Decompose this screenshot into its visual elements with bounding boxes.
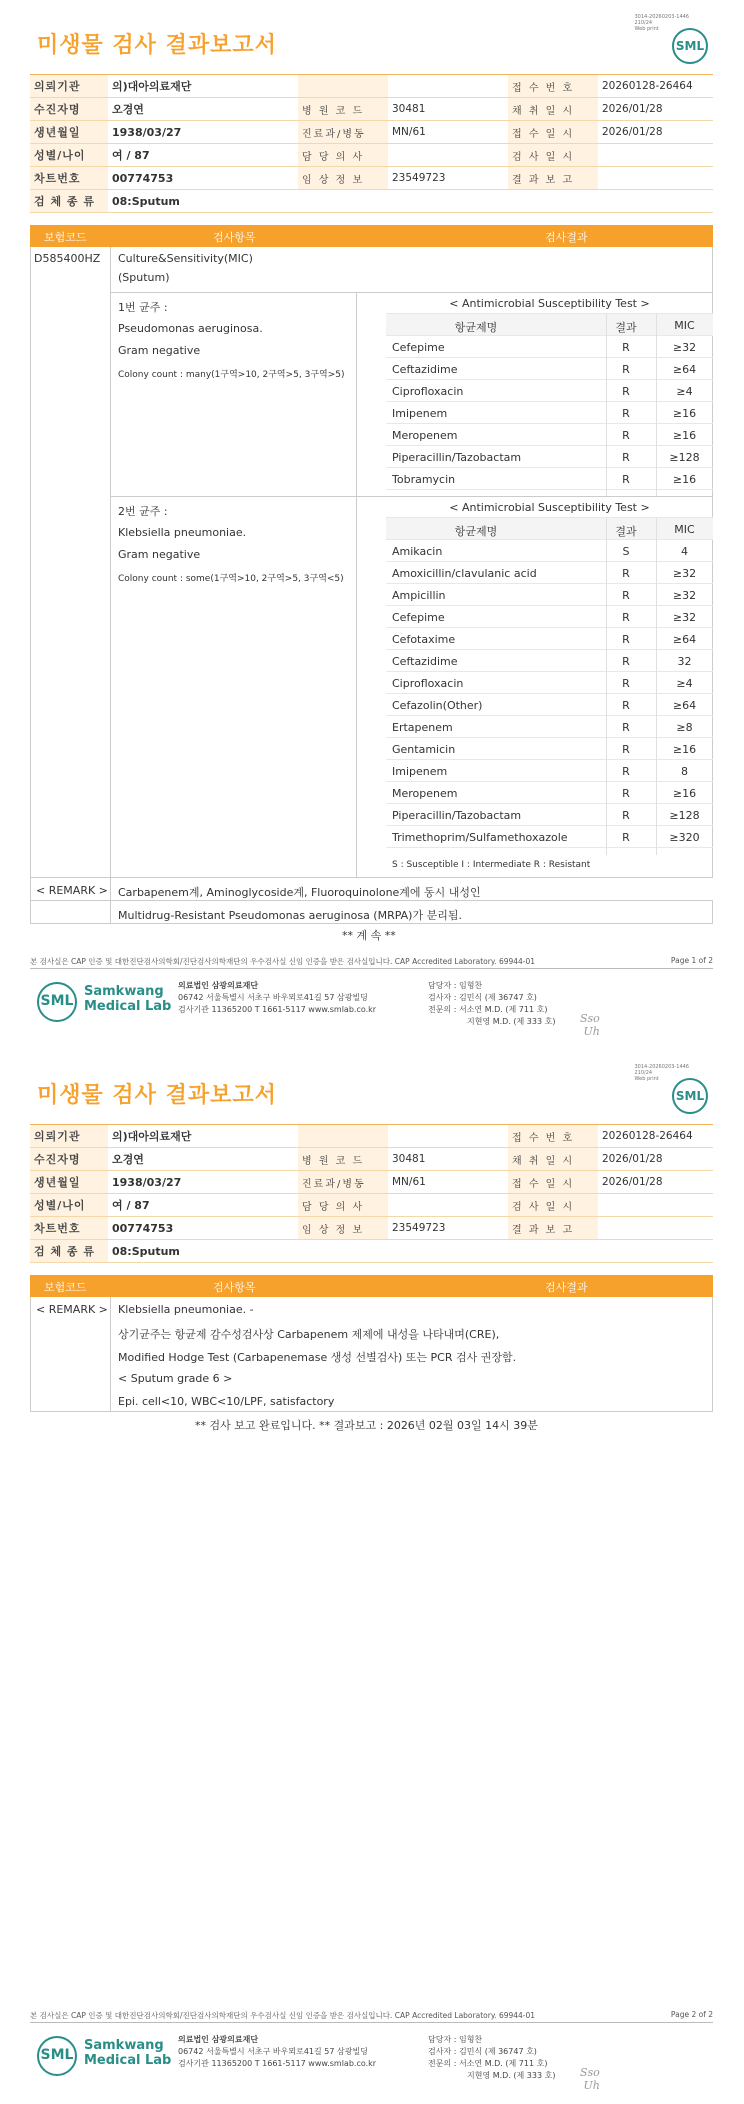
ast2-title-row: < Antimicrobial Susceptibility Test > xyxy=(386,496,713,518)
mic-value: ≥16 xyxy=(672,473,697,486)
info-label: 임 상 정 보 xyxy=(298,167,388,190)
remark-text-line: 상기균주는 항균제 감수성검사상 Carbapenem 제제에 내성을 나타내며(CRE), xyxy=(118,1328,500,1341)
remark-text-line: Klebsiella pneumoniae. - xyxy=(118,1303,254,1316)
isolate2-colony: Colony count : some(1구역>10, 2구역>5, 3구역<5) xyxy=(118,574,344,584)
drug-name: Ertapenem xyxy=(392,721,453,734)
ast-row xyxy=(386,826,713,848)
mic-value: ≥8 xyxy=(676,721,693,734)
ast-result: R xyxy=(622,787,630,800)
info-label: 채 취 일 시 xyxy=(508,98,598,121)
lab-logo: SML xyxy=(37,982,77,1022)
info-value xyxy=(598,144,713,167)
ast-result: R xyxy=(622,677,630,690)
info-label: 결 과 보 고 xyxy=(508,167,598,190)
mic-value: ≥16 xyxy=(672,407,697,420)
mic-value: ≥4 xyxy=(676,677,693,690)
ast-row xyxy=(386,584,713,606)
signature-icon: Sso Uh xyxy=(580,1012,600,1038)
ast-result: R xyxy=(622,341,630,354)
remark-text-line: Modified Hodge Test (Carbapenemase 생성 선별검사) 또는 PCR 검사 권장함. xyxy=(118,1351,517,1364)
drug-name: Ampicillin xyxy=(392,589,446,602)
info-value xyxy=(388,75,508,98)
cert-note-2: 본 검사실은 CAP 인증 및 대한진단검사의학회/진단검사의학재단의 우수검사실 신임 인증을 받은 검사실입니다. CAP Accredited Laboratory. 69944-01 xyxy=(30,2011,536,2020)
info-value: 2026/01/28 xyxy=(598,121,713,144)
mic-value: 4 xyxy=(681,545,688,558)
info-label: 담 당 의 사 xyxy=(298,144,388,167)
ast-result: R xyxy=(622,589,630,602)
info-row xyxy=(30,144,713,167)
ast-result: R xyxy=(622,831,630,844)
result-table xyxy=(30,247,713,900)
ast2-header-row: 항균제명 결과 MIC xyxy=(386,518,713,540)
mic-value: ≥128 xyxy=(669,809,700,822)
info-row xyxy=(30,121,713,144)
info-value xyxy=(388,1125,508,1148)
insurance-code: D585400HZ xyxy=(34,252,101,265)
lab-address: 의료법인 삼광의료재단 06742 서울특별시 서초구 바우뫼로41길 57 삼광빌딩 검사기관 11365200 T 1661-5117 www.smlab.co.kr xyxy=(178,981,377,1014)
drug-name: Ceftazidime xyxy=(392,655,458,668)
drug-name: Piperacillin/Tazobactam xyxy=(392,809,522,822)
info-value: 00774753 xyxy=(108,167,298,190)
info-value: 00774753 xyxy=(108,1217,298,1240)
info-label: 검 체 종 류 xyxy=(30,190,108,213)
lab-logo-2: SML xyxy=(37,2036,77,2076)
info-value xyxy=(598,1217,713,1240)
info-label: 진료과/병동 xyxy=(298,1171,388,1194)
info-value: 2026/01/28 xyxy=(598,1171,713,1194)
test-name: Culture&Sensitivity(MIC) xyxy=(118,252,253,265)
info-row xyxy=(30,1194,713,1217)
info-label: 생년월일 xyxy=(30,121,108,144)
info-value: 08:Sputum xyxy=(108,190,298,213)
mic-value: ≥64 xyxy=(672,699,697,712)
info-value: 23549723 xyxy=(388,1217,508,1240)
info-label: 담 당 의 사 xyxy=(298,1194,388,1217)
drug-name: Ciprofloxacin xyxy=(392,677,464,690)
ast-row xyxy=(386,738,713,760)
info-label: 수진자명 xyxy=(30,1148,108,1171)
info-label: 결 과 보 고 xyxy=(508,1217,598,1240)
info-row xyxy=(30,1171,713,1194)
continued-note: ** 계 속 ** xyxy=(342,929,396,942)
remark-label-2: < REMARK > xyxy=(36,1303,108,1316)
lab-address-2: 의료법인 삼광의료재단 06742 서울특별시 서초구 바우뫼로41길 57 삼광빌딩 검사기관 11365200 T 1661-5117 www.smlab.co.kr xyxy=(178,2035,377,2068)
drug-name: Imipenem xyxy=(392,407,448,420)
info-value: 08:Sputum xyxy=(108,1240,298,1263)
isolate2-organism: Klebsiella pneumoniae. xyxy=(118,526,247,539)
mic-value: ≥320 xyxy=(669,831,700,844)
ast-row xyxy=(386,628,713,650)
page-number: Page 1 of 2 xyxy=(670,956,713,965)
mic-value: ≥32 xyxy=(672,589,697,602)
drug-name: Tobramycin xyxy=(392,473,456,486)
info-label: 성별/나이 xyxy=(30,144,108,167)
info-label: 접 수 일 시 xyxy=(508,1171,598,1194)
mic-value: ≥64 xyxy=(672,633,697,646)
ast-row xyxy=(386,358,713,380)
remark-text-line: < Sputum grade 6 > xyxy=(118,1372,233,1385)
info-label: 채 취 일 시 xyxy=(508,1148,598,1171)
info-value: 2026/01/28 xyxy=(598,98,713,121)
info-row xyxy=(30,190,713,213)
info-label xyxy=(508,190,598,213)
ast-table-1 xyxy=(386,292,713,496)
ast-result: R xyxy=(622,451,630,464)
ast-result: R xyxy=(622,809,630,822)
ast-result: R xyxy=(622,633,630,646)
drug-name: Amoxicillin/clavulanic acid xyxy=(392,567,537,580)
ast-result: R xyxy=(622,611,630,624)
remark-table xyxy=(30,1297,713,1412)
ast-row xyxy=(386,540,713,562)
patient-info-table xyxy=(30,74,713,213)
info-row xyxy=(30,1125,713,1148)
info-row xyxy=(30,75,713,98)
drug-name: Ciprofloxacin xyxy=(392,385,464,398)
page-number-2: Page 2 of 2 xyxy=(670,2010,713,2019)
info-label: 병 원 코 드 xyxy=(298,1148,388,1171)
info-label: 검 사 일 시 xyxy=(508,1194,598,1217)
isolate1-label: 1번 균주 : xyxy=(118,301,168,314)
ast1-title-row: < Antimicrobial Susceptibility Test > xyxy=(386,292,713,314)
drug-name: Ceftazidime xyxy=(392,363,458,376)
info-value: 여 / 87 xyxy=(108,1194,298,1217)
ast-row xyxy=(386,672,713,694)
info-value: 여 / 87 xyxy=(108,144,298,167)
ast-row xyxy=(386,468,713,490)
mic-value: ≥32 xyxy=(672,341,697,354)
mic-value: ≥32 xyxy=(672,567,697,580)
info-row xyxy=(30,1217,713,1240)
print-stamp-2: 3014-20260203-1446 210/24 Web print xyxy=(634,1064,689,1082)
drug-name: Meropenem xyxy=(392,429,458,442)
report-page-1 xyxy=(0,0,744,1050)
ast-result: R xyxy=(622,429,630,442)
ast-result: R xyxy=(622,473,630,486)
lab-name-2: Samkwang Medical Lab xyxy=(84,2038,172,2068)
page-title-2: 미생물 검사 결과보고서 xyxy=(37,1083,277,1108)
ast-table-2 xyxy=(386,496,713,877)
drug-name: Piperacillin/Tazobactam xyxy=(392,451,522,464)
info-label: 생년월일 xyxy=(30,1171,108,1194)
ast-row xyxy=(386,694,713,716)
info-value: 1938/03/27 xyxy=(108,1171,298,1194)
ast1-header-row: 항균제명 결과 MIC xyxy=(386,314,713,336)
ast-row xyxy=(386,402,713,424)
info-label: 접 수 일 시 xyxy=(508,121,598,144)
mic-value: ≥16 xyxy=(672,743,697,756)
cert-note: 본 검사실은 CAP 인증 및 대한진단검사의학회/진단검사의학재단의 우수검사실 신임 인증을 받은 검사실입니다. CAP Accredited Laboratory. 69944-01 xyxy=(30,957,536,966)
info-label: 접 수 번 호 xyxy=(508,75,598,98)
lab-name: Samkwang Medical Lab xyxy=(84,984,172,1014)
mic-value: 8 xyxy=(681,765,688,778)
info-label: 수진자명 xyxy=(30,98,108,121)
ast-result: R xyxy=(622,407,630,420)
mic-value: ≥64 xyxy=(672,363,697,376)
info-value xyxy=(388,190,508,213)
info-label: 차트번호 xyxy=(30,167,108,190)
info-value: 의)대아의료재단 xyxy=(108,1125,298,1148)
info-value xyxy=(388,1194,508,1217)
page-title: 미생물 검사 결과보고서 xyxy=(37,33,277,58)
drug-name: Trimethoprim/Sulfamethoxazole xyxy=(392,831,568,844)
ast-result: R xyxy=(622,567,630,580)
ast-result: R xyxy=(622,363,630,376)
isolate2-label: 2번 균주 : xyxy=(118,505,168,518)
info-label: 임 상 정 보 xyxy=(298,1217,388,1240)
ast-result: R xyxy=(622,385,630,398)
info-label: 의뢰기관 xyxy=(30,75,108,98)
drug-name: Imipenem xyxy=(392,765,448,778)
info-value: 2026/01/28 xyxy=(598,1148,713,1171)
info-value: 의)대아의료재단 xyxy=(108,75,298,98)
info-label xyxy=(508,1240,598,1263)
info-value xyxy=(598,1240,713,1263)
info-value xyxy=(598,167,713,190)
info-label: 접 수 번 호 xyxy=(508,1125,598,1148)
info-label: 검 사 일 시 xyxy=(508,144,598,167)
patient-info-table-2 xyxy=(30,1124,713,1263)
remark-text-line: Epi. cell<10, WBC<10/LPF, satisfactory xyxy=(118,1395,335,1408)
result-table-header-2: 보험코드 검사항목 검사결과 xyxy=(30,1275,713,1297)
info-row xyxy=(30,1148,713,1171)
info-value xyxy=(388,144,508,167)
info-value: 23549723 xyxy=(388,167,508,190)
info-value: 20260128-26464 xyxy=(598,75,713,98)
ast-row xyxy=(386,380,713,402)
result-table-header: 보험코드 검사항목 검사결과 xyxy=(30,225,713,247)
signers-2: 담당자 : 임형찬 검사자 : 김민식 (제 36747 호) 전문의 : 서소연 M.D. (제 711 호) 지현영 M.D. (제 333 호) xyxy=(428,2035,556,2080)
mic-value: ≥16 xyxy=(672,787,697,800)
drug-name: Cefazolin(Other) xyxy=(392,699,483,712)
remark-label: < REMARK > xyxy=(36,884,108,897)
ast-row xyxy=(386,760,713,782)
info-value: MN/61 xyxy=(388,121,508,144)
mic-value: ≥16 xyxy=(672,429,697,442)
drug-name: Gentamicin xyxy=(392,743,456,756)
drug-name: Amikacin xyxy=(392,545,443,558)
info-label: 의뢰기관 xyxy=(30,1125,108,1148)
info-value: 20260128-26464 xyxy=(598,1125,713,1148)
ast-result: S xyxy=(622,545,630,558)
info-value: 오경연 xyxy=(108,1148,298,1171)
info-value: 30481 xyxy=(388,98,508,121)
ast-result: R xyxy=(622,765,630,778)
info-label xyxy=(298,75,388,98)
info-value: 오경연 xyxy=(108,98,298,121)
print-stamp: 3014-20260203-1446 210/24 Web print xyxy=(634,14,689,32)
sml-logo-2: SML xyxy=(672,1078,708,1114)
sml-logo: SML xyxy=(672,28,708,64)
info-value xyxy=(598,190,713,213)
info-label xyxy=(298,1125,388,1148)
info-label: 병 원 코 드 xyxy=(298,98,388,121)
remark-line-1: Carbapenem계, Aminoglycoside계, Fluoroquinolone계에 동시 내성인 xyxy=(118,886,481,899)
mic-value: ≥4 xyxy=(676,385,693,398)
info-label: 성별/나이 xyxy=(30,1194,108,1217)
info-label xyxy=(298,1240,388,1263)
report-complete-note: ** 검사 보고 완료입니다. ** 결과보고 : 2026년 02월 03일 14시 39분 xyxy=(195,1419,538,1432)
info-row xyxy=(30,1240,713,1263)
specimen-label: (Sputum) xyxy=(118,271,170,284)
isolate2-gram: Gram negative xyxy=(118,548,201,561)
info-value: 1938/03/27 xyxy=(108,121,298,144)
ast-result: R xyxy=(622,699,630,712)
info-label: 진료과/병동 xyxy=(298,121,388,144)
ast-legend: S : Susceptible I : Intermediate R : Resistant xyxy=(392,860,591,870)
mic-value: 32 xyxy=(677,655,692,668)
mic-value: ≥32 xyxy=(672,611,697,624)
remark-line-2: Multidrug-Resistant Pseudomonas aeruginosa (MRPA)가 분리됨. xyxy=(118,909,462,922)
info-row xyxy=(30,167,713,190)
ast-row xyxy=(386,650,713,672)
isolate1-organism: Pseudomonas aeruginosa. xyxy=(118,322,263,335)
info-label: 차트번호 xyxy=(30,1217,108,1240)
drug-name: Meropenem xyxy=(392,787,458,800)
ast-result: R xyxy=(622,655,630,668)
drug-name: Cefotaxime xyxy=(392,633,456,646)
drug-name: Cefepime xyxy=(392,341,445,354)
ast-row xyxy=(386,782,713,804)
info-value xyxy=(598,1194,713,1217)
info-label: 검 체 종 류 xyxy=(30,1240,108,1263)
isolate1-colony: Colony count : many(1구역>10, 2구역>5, 3구역>5) xyxy=(118,370,345,380)
ast-row xyxy=(386,562,713,584)
ast-result: R xyxy=(622,721,630,734)
mic-value: ≥128 xyxy=(669,451,700,464)
ast-row xyxy=(386,336,713,358)
isolate1-gram: Gram negative xyxy=(118,344,201,357)
signers: 담당자 : 임형찬 검사자 : 김민식 (제 36747 호) 전문의 : 서소연 M.D. (제 711 호) 지현영 M.D. (제 333 호) xyxy=(428,981,556,1026)
info-label xyxy=(298,190,388,213)
info-row xyxy=(30,98,713,121)
ast-row xyxy=(386,606,713,628)
info-value xyxy=(388,1240,508,1263)
ast-row xyxy=(386,446,713,468)
report-page-2 xyxy=(0,1050,744,2104)
signature-icon-2: Sso Uh xyxy=(580,2066,600,2092)
info-value: MN/61 xyxy=(388,1171,508,1194)
drug-name: Cefepime xyxy=(392,611,445,624)
ast-row xyxy=(386,424,713,446)
ast-row xyxy=(386,716,713,738)
ast-row xyxy=(386,804,713,826)
ast-result: R xyxy=(622,743,630,756)
info-value: 30481 xyxy=(388,1148,508,1171)
